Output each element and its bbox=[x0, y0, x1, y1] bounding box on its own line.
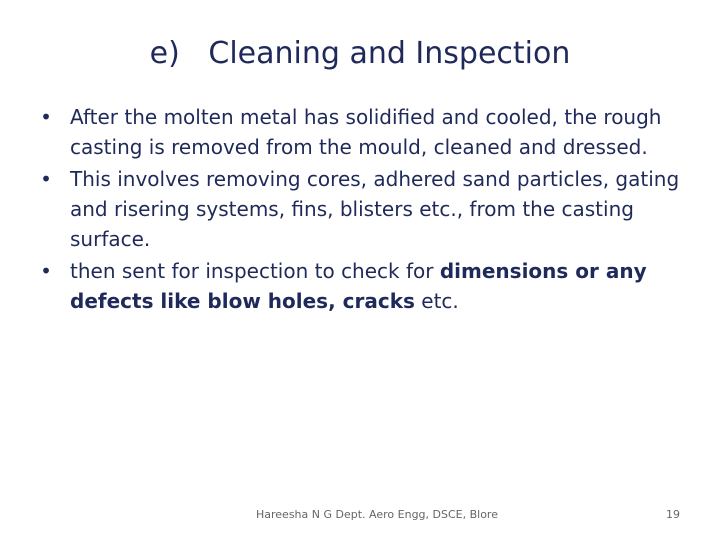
bullet-text: This involves removing cores, adhered sand particles, gating and risering systems, fins, blisters etc., from the casting surface. bbox=[70, 167, 680, 251]
bullet-dot-icon: • bbox=[40, 259, 52, 283]
bullet-item bbox=[36, 256, 686, 316]
bullet-list bbox=[36, 102, 686, 318]
bullet-dot-icon: • bbox=[40, 105, 52, 129]
bullet-text: After the molten metal has solidified and cooled, the rough casting is removed from the mould, cleaned and dressed. bbox=[70, 105, 662, 159]
bullet-item bbox=[36, 102, 686, 162]
bullet-text: etc. bbox=[414, 289, 459, 313]
bullet-text-bold: dimensions or any defects like blow holes, cracks bbox=[70, 259, 647, 313]
slide-title: e) Cleaning and Inspection bbox=[149, 36, 571, 71]
bullet-text: then sent for inspection to check for bbox=[70, 259, 440, 283]
bullet-dot-icon: • bbox=[40, 167, 52, 191]
page-number: 19 bbox=[666, 508, 680, 521]
bullet-item bbox=[36, 164, 686, 254]
footer-text: Hareesha N G Dept. Aero Engg, DSCE, Blore bbox=[256, 508, 498, 521]
